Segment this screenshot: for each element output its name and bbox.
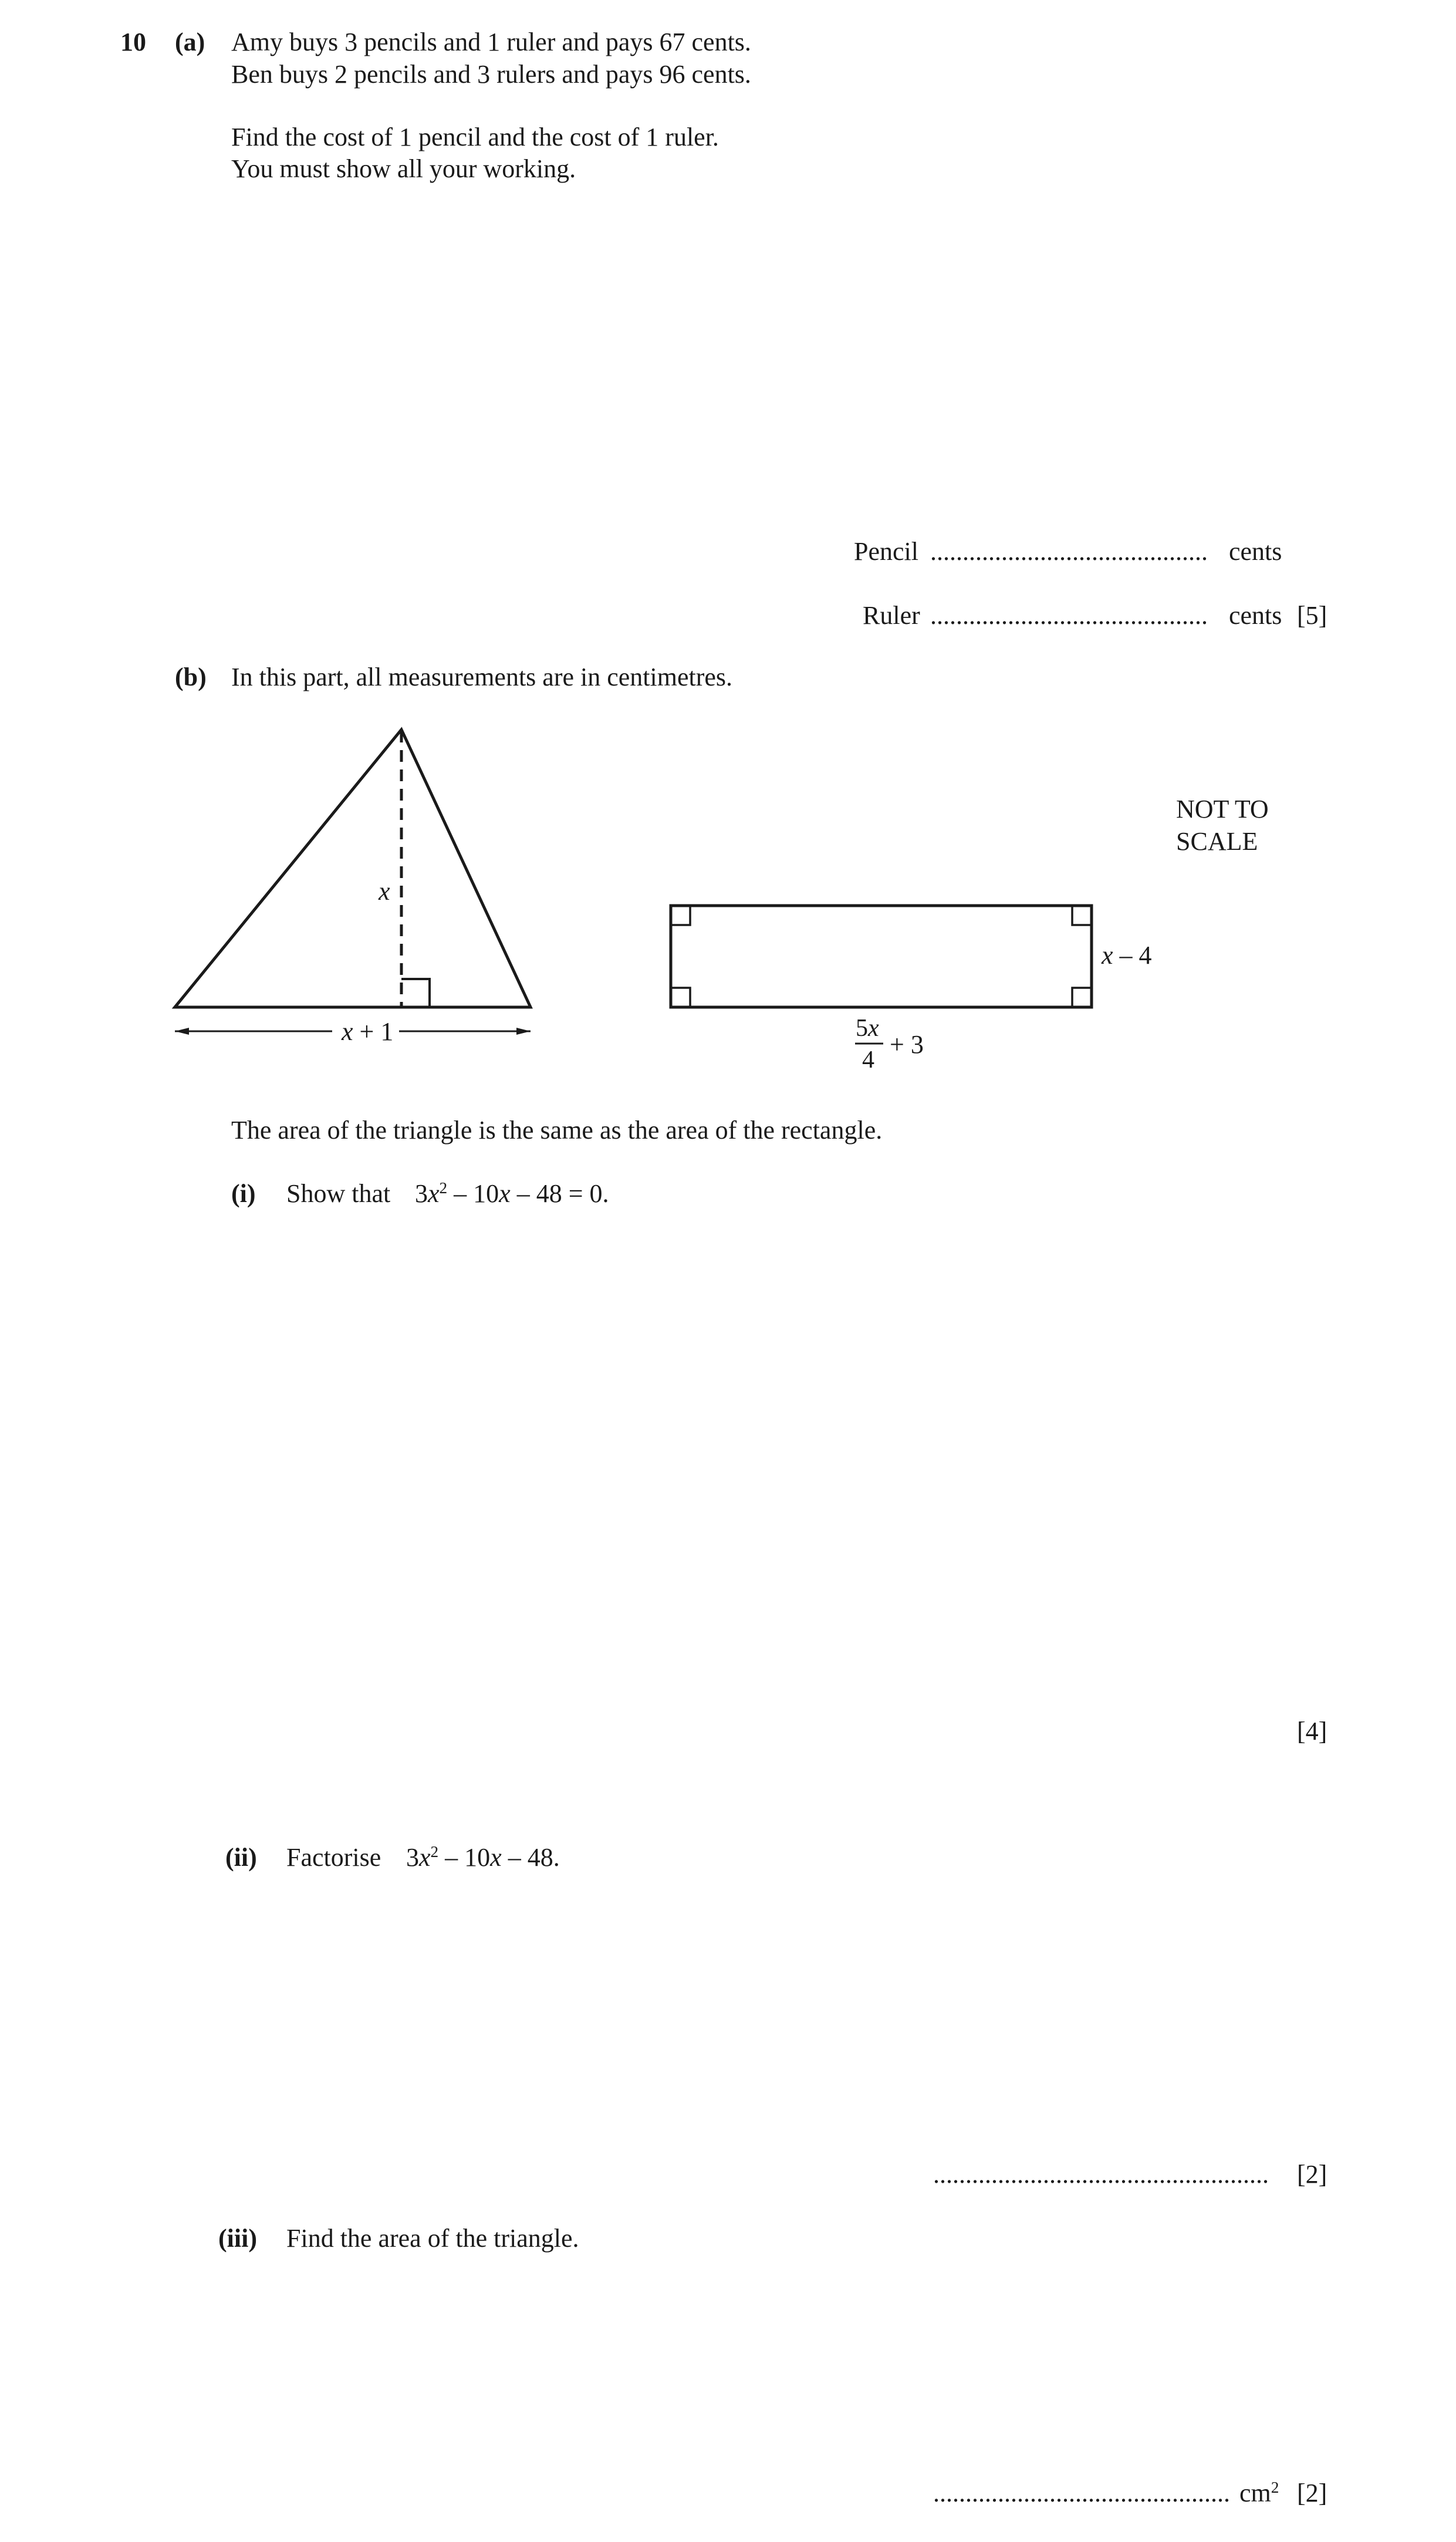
rect-width-plus: + 3 <box>890 1030 924 1059</box>
rectangle-right-angle-marks <box>671 906 1092 1007</box>
question-number: 10 <box>120 28 146 56</box>
sub-i-text: Show that <box>286 1179 391 1208</box>
sub-iii-text: Find the area of the triangle. <box>286 2224 579 2253</box>
part-a-line-3: Find the cost of 1 pencil and the cost of 1 ruler. <box>231 123 719 151</box>
answer-ruler-label: Ruler <box>863 601 920 630</box>
part-b-label: (b) <box>175 663 207 691</box>
shapes-diagram <box>0 0 1456 1115</box>
sub-ii-label: (ii) <box>225 1843 257 1872</box>
answer-pencil-field[interactable]: ........................................... <box>930 537 1208 566</box>
part-a-marks: [5] <box>1297 601 1327 630</box>
rectangle-shape <box>671 906 1092 1007</box>
answer-ruler-field[interactable]: ........................................... <box>930 601 1208 630</box>
sub-ii-expression: $3x^2 - 10x - 48$. <box>406 1843 560 1872</box>
part-a-line-1: Amy buys 3 pencils and 1 ruler and pays 67 cents. <box>231 28 751 56</box>
triangle-height-label: x <box>379 877 390 906</box>
answer-pencil-unit: cents <box>1229 537 1282 566</box>
triangle-shape <box>175 730 531 1007</box>
sub-ii-answer-field[interactable]: .................................................... <box>933 2160 1269 2189</box>
part-a-line-4: You must show all your working. <box>231 154 576 183</box>
triangle-base-label: x + 1 <box>342 1017 394 1046</box>
sub-ii-text: Factorise <box>286 1843 381 1872</box>
sub-iii-label: (iii) <box>218 2224 257 2253</box>
rect-height-label: x – 4 <box>1102 941 1152 970</box>
rect-width-numerator: 5x <box>856 1015 879 1042</box>
part-b-intro: In this part, all measurements are in centimetres. <box>231 663 733 691</box>
sub-ii-marks: [2] <box>1297 2160 1327 2189</box>
rect-width-denominator: 4 <box>862 1046 874 1073</box>
part-a-line-2: Ben buys 2 pencils and 3 rulers and pays 96 cents. <box>231 60 751 89</box>
answer-ruler-unit: cents <box>1229 601 1282 630</box>
not-to-scale-line-2: SCALE <box>1176 827 1258 856</box>
sub-iii-answer-field[interactable]: .............................................. <box>933 2479 1230 2507</box>
sub-iii-unit: $cm^2$ <box>1239 2479 1279 2507</box>
part-a-label: (a) <box>175 28 205 56</box>
sub-i-marks: [4] <box>1297 1717 1327 1746</box>
sub-i-equation: $3x^2 - 10x - 48 = 0$. <box>415 1179 609 1208</box>
sub-iii-marks: [2] <box>1297 2479 1327 2507</box>
triangle-right-angle-mark <box>401 979 430 1007</box>
area-statement: The area of the triangle is the same as the area of the rectangle. <box>231 1116 883 1145</box>
not-to-scale-line-1: NOT TO <box>1176 795 1269 823</box>
sub-i-label: (i) <box>231 1179 256 1208</box>
answer-pencil-label: Pencil <box>854 537 918 566</box>
